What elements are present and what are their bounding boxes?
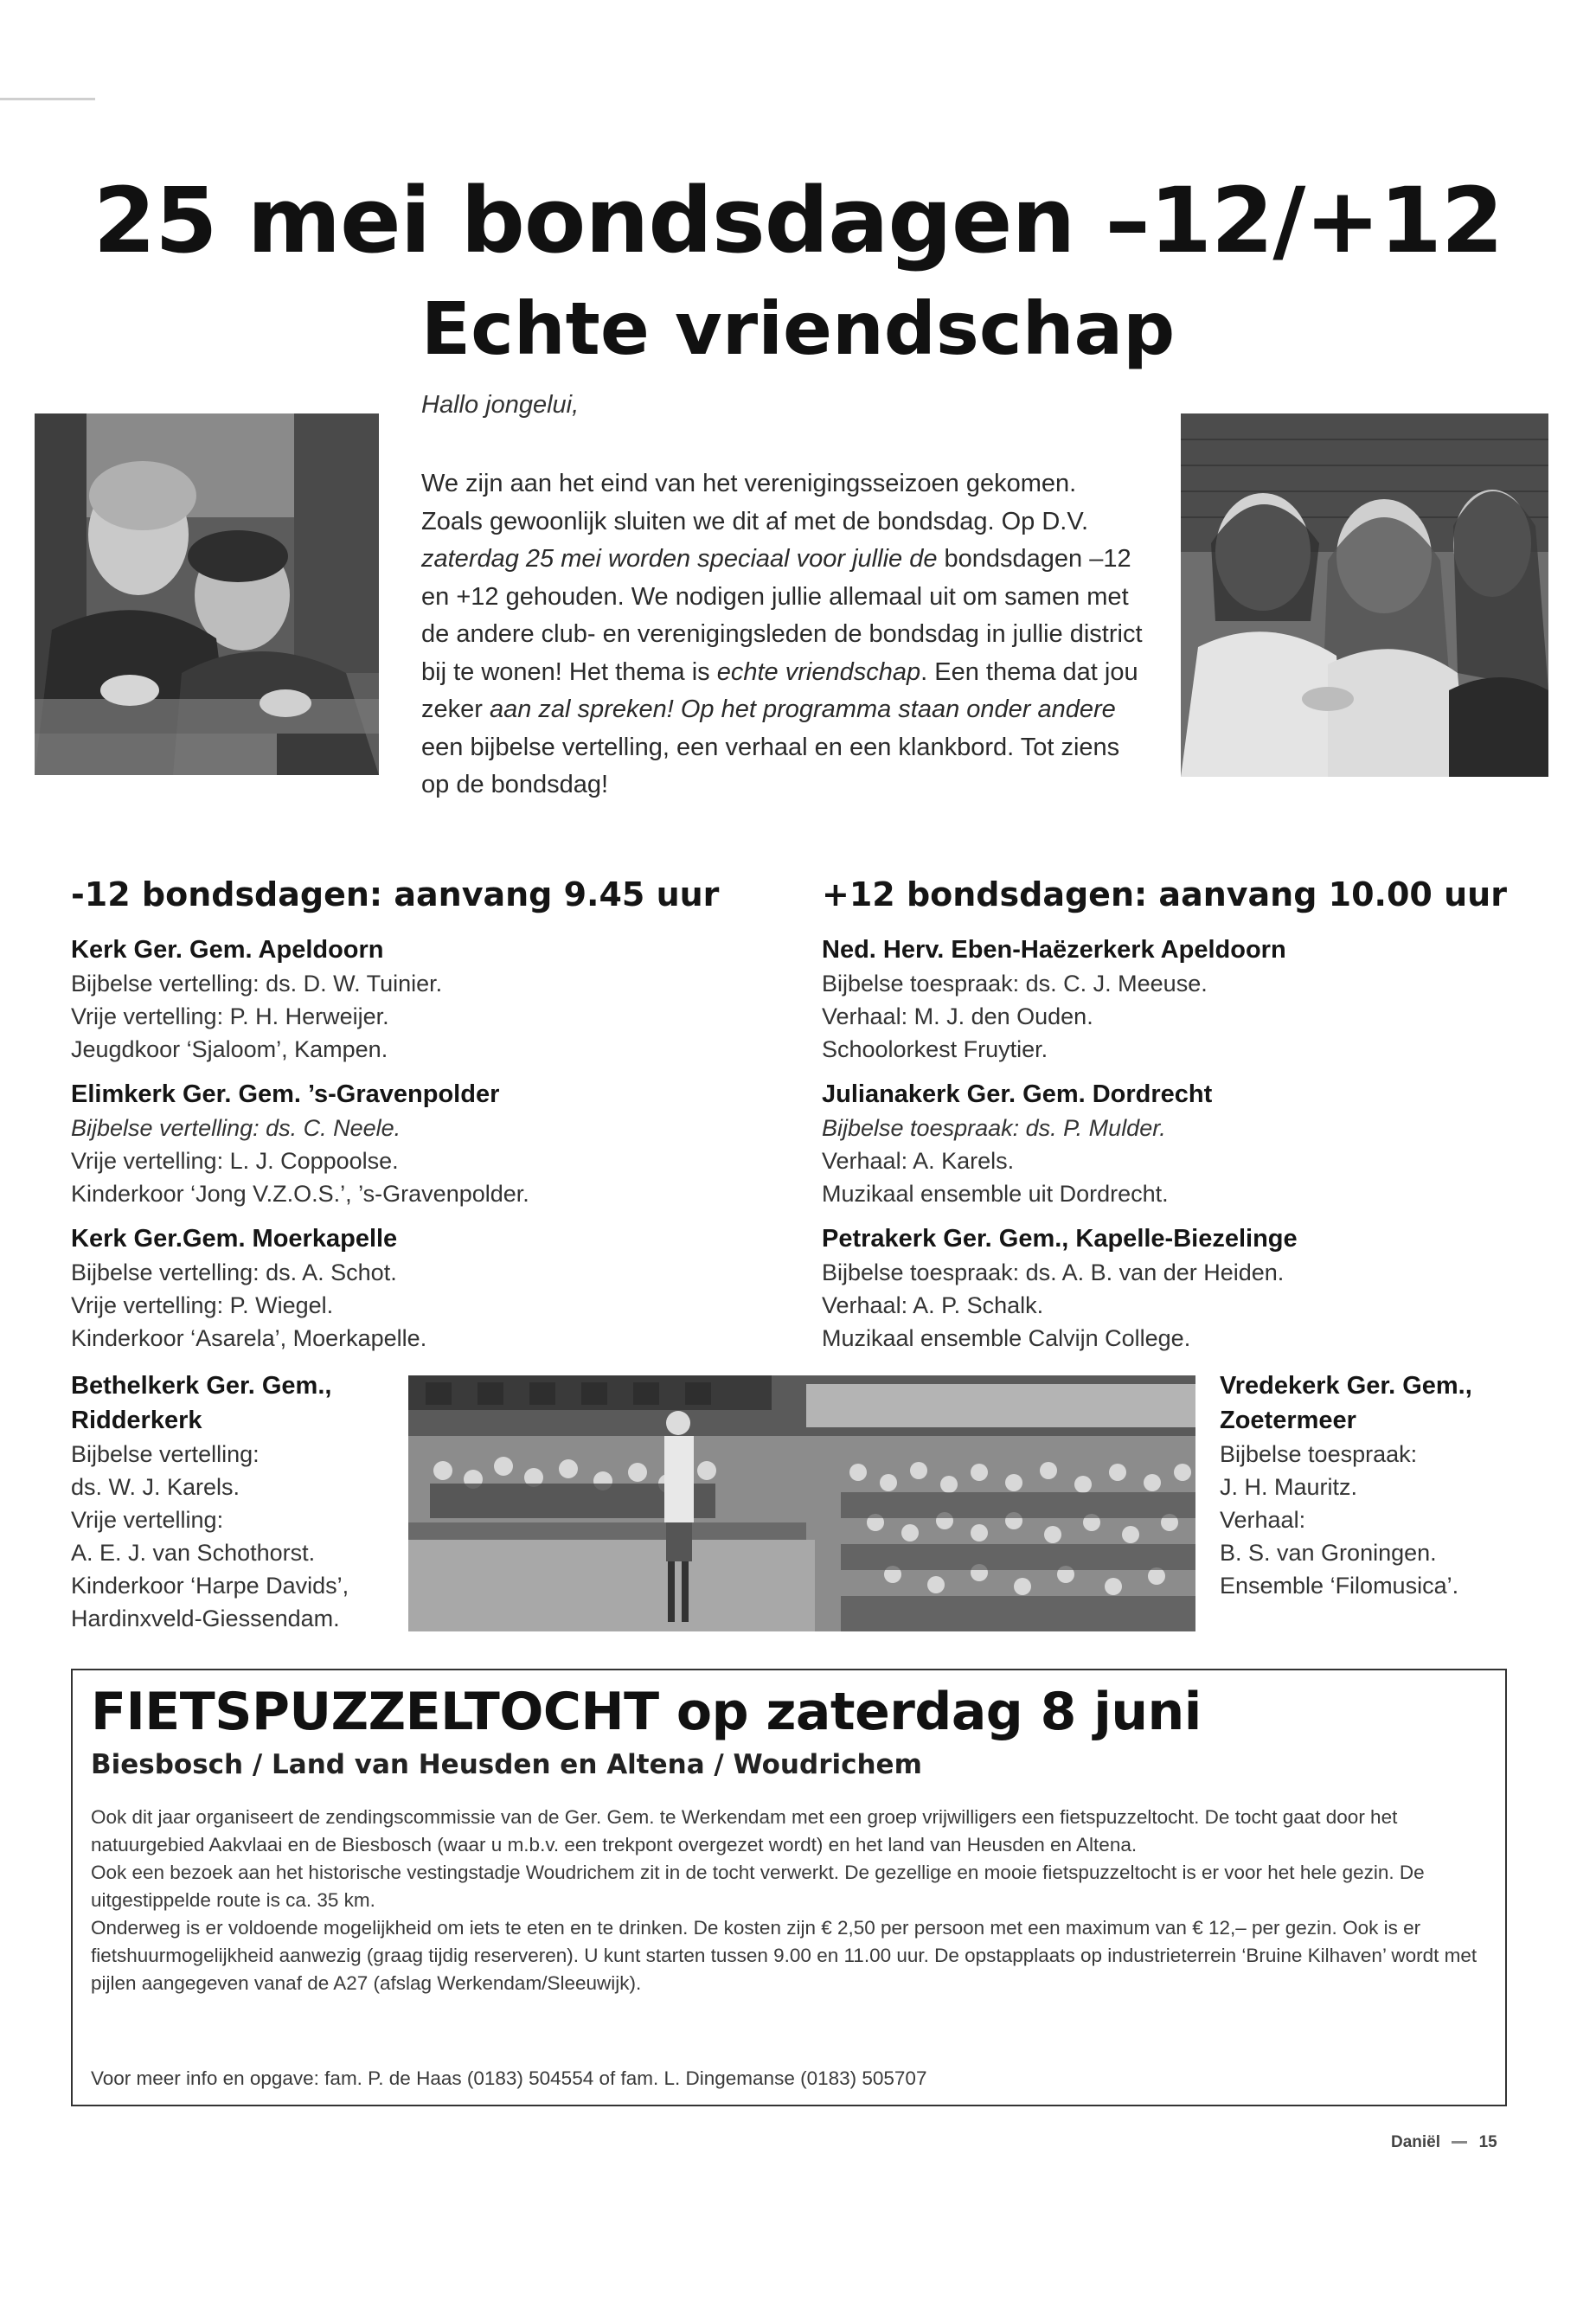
entry-line: Jeugdkoor ‘Sjaloom’, Kampen.: [71, 1036, 388, 1062]
entry-line: Vrije vertelling: P. H. Herweijer.: [71, 1003, 389, 1029]
plus12-entry-dordrecht: [822, 1077, 1531, 1210]
page-title: 25 mei bondsdagen –12/+12: [93, 168, 1503, 273]
entry-line: Verhaal: A. Karels.: [822, 1148, 1015, 1174]
photo-crowd: [408, 1375, 1195, 1631]
photo-girls: [1181, 413, 1548, 777]
minus12-entry-moerkapelle: [71, 1221, 780, 1355]
entry-line: Verhaal: M. J. den Ouden.: [822, 1003, 1093, 1029]
intro-text-4: een bijbelse vertelling, een verhaal en een klankbord. Tot ziens op de bondsdag!: [421, 733, 1120, 798]
entry-line: Bijbelse toespraak:: [1220, 1441, 1418, 1467]
magazine-name: Daniël: [1391, 2133, 1441, 2151]
page-number: 15: [1478, 2133, 1497, 2151]
entry-name: Vredekerk Ger. Gem.,: [1220, 1372, 1472, 1400]
intro-emphasis-2: echte vriendschap: [716, 657, 921, 686]
entry-name: Bethelkerk Ger. Gem.,: [71, 1372, 332, 1400]
fietspuzzeltocht-subtitle: Biesbosch / Land van Heusden en Altena / Woudrichem: [91, 1749, 922, 1780]
entry-name: Zoetermeer: [1220, 1407, 1356, 1434]
entry-line: Bijbelse vertelling: ds. C. Neele.: [71, 1115, 401, 1141]
fietspuzzeltocht-paragraph: Ook dit jaar organiseert de zendingscommissie van de Ger. Gem. te Werkendam met een groep vrijwilligers een fietspuzzeltocht. De tocht gaat door het natuurgebied Aakvlaai en de Biesbosch (waar u m.b.v. een trekpont overgezet wordt) en het land van Heusden en Altena.: [91, 1806, 1398, 1856]
entry-line: Muzikaal ensemble uit Dordrecht.: [822, 1181, 1169, 1207]
entry-line: A. E. J. van Schothorst.: [71, 1540, 316, 1566]
entry-line: Bijbelse toespraak: ds. C. J. Meeuse.: [822, 971, 1208, 997]
entry-line: Kinderkoor ‘Jong V.Z.O.S.’, ’s-Gravenpolder.: [71, 1181, 529, 1207]
fietspuzzeltocht-body: [91, 1804, 1484, 1997]
plus12-entry-zoetermeer: [1220, 1368, 1531, 1602]
entry-name: Ned. Herv. Eben-Haëzerkerk Apeldoorn: [822, 936, 1286, 964]
fietspuzzeltocht-paragraph: Onderweg is er voldoende mogelijkheid om iets te eten en te drinken. De kosten zijn € 2,50 per persoon met een maximum van € 12,– per gezin. Ook is er fietshuurmogelijkheid aanwezig (graag tijdig reserveren). U kunt starten tussen 9.00 en 11.00 uur. De opstapplaats op industrieterrein ‘Bruine Kilhaven’ wordt met pijlen aangegeven vanaf de A27 (afslag Werkendam/Sleeuwijk).: [91, 1917, 1477, 1994]
greeting: Hallo jongelui,: [421, 391, 580, 419]
entry-line: Hardinxveld-Giessendam.: [71, 1606, 340, 1631]
entry-line: Kinderkoor ‘Harpe Davids’,: [71, 1573, 349, 1599]
intro-emphasis-1: zaterdag 25 mei worden speciaal voor jullie de: [421, 545, 938, 573]
entry-name: Ridderkerk: [71, 1407, 202, 1434]
entry-line: Bijbelse toespraak: ds. A. B. van der Heiden.: [822, 1259, 1285, 1285]
intro-paragraph: [421, 465, 1144, 804]
plus12-entry-kapelle: [822, 1221, 1531, 1355]
entry-name: Elimkerk Ger. Gem. ’s-Gravenpolder: [71, 1080, 500, 1108]
entry-name: Kerk Ger. Gem. Apeldoorn: [71, 936, 384, 964]
entry-line: Bijbelse vertelling:: [71, 1441, 260, 1467]
intro-text-2: bondsdagen –12 en +12 gehouden. We nodigen jullie allemaal uit om samen met de andere club- en verenigingsleden de bondsdag in jullie district bij te wonen! Het thema is: [421, 545, 1143, 686]
fietspuzzeltocht-contact: Voor meer info en opgave: fam. P. de Haas (0183) 504554 of fam. L. Dingemanse (0183) 505707: [91, 2067, 927, 2089]
entry-line: B. S. van Groningen.: [1220, 1540, 1437, 1566]
entry-line: Ensemble ‘Filomusica’.: [1220, 1573, 1459, 1599]
entry-line: ds. W. J. Karels.: [71, 1474, 240, 1500]
footer-separator-icon: [1452, 2141, 1467, 2144]
plus12-heading: +12 bondsdagen: aanvang 10.00 uur: [822, 875, 1507, 913]
entry-line: Vrije vertelling: L. J. Coppoolse.: [71, 1148, 399, 1174]
entry-line: Verhaal: A. P. Schalk.: [822, 1292, 1044, 1318]
fietspuzzeltocht-title: FIETSPUZZELTOCHT op zaterdag 8 juni: [91, 1682, 1202, 1742]
page-footer: [1391, 2133, 1497, 2152]
top-rule: [0, 98, 95, 100]
intro-emphasis-3: aan zal spreken! Op het programma staan onder andere: [489, 695, 1116, 723]
minus12-entry-gravenpolder: [71, 1077, 780, 1210]
photo-boys: [35, 413, 379, 775]
page-subtitle: Echte vriendschap: [420, 286, 1176, 371]
entry-line: Vrije vertelling: P. Wiegel.: [71, 1292, 334, 1318]
minus12-entry-ridderkerk: [71, 1368, 417, 1635]
entry-name: Kerk Ger.Gem. Moerkapelle: [71, 1225, 398, 1253]
entry-line: Bijbelse vertelling: ds. D. W. Tuinier.: [71, 971, 443, 997]
entry-name: Petrakerk Ger. Gem., Kapelle-Biezelinge: [822, 1225, 1298, 1253]
entry-line: J. H. Mauritz.: [1220, 1474, 1358, 1500]
entry-line: Bijbelse toespraak: ds. P. Mulder.: [822, 1115, 1166, 1141]
entry-line: Schoolorkest Fruytier.: [822, 1036, 1048, 1062]
entry-line: Verhaal:: [1220, 1507, 1306, 1533]
minus12-entry-apeldoorn: [71, 933, 780, 1066]
entry-line: Bijbelse vertelling: ds. A. Schot.: [71, 1259, 397, 1285]
intro-text-1: We zijn aan het eind van het verenigingsseizoen gekomen. Zoals gewoonlijk sluiten we dit af met de bondsdag. Op D.V.: [421, 470, 1089, 535]
plus12-entry-apeldoorn: [822, 933, 1531, 1066]
entry-line: Kinderkoor ‘Asarela’, Moerkapelle.: [71, 1325, 427, 1351]
entry-line: Vrije vertelling:: [71, 1507, 224, 1533]
fietspuzzeltocht-paragraph: Ook een bezoek aan het historische vestingstadje Woudrichem zit in de tocht verwerkt. De gezellige en mooie fietspuzzeltocht is er voor het hele gezin. De uitgestippelde route is ca. 35 km.: [91, 1862, 1425, 1911]
entry-name: Julianakerk Ger. Gem. Dordrecht: [822, 1080, 1213, 1108]
entry-line: Muzikaal ensemble Calvijn College.: [822, 1325, 1191, 1351]
intro-text-3: . Een thema dat jou zeker: [421, 657, 1138, 723]
minus12-heading: -12 bondsdagen: aanvang 9.45 uur: [71, 875, 720, 913]
